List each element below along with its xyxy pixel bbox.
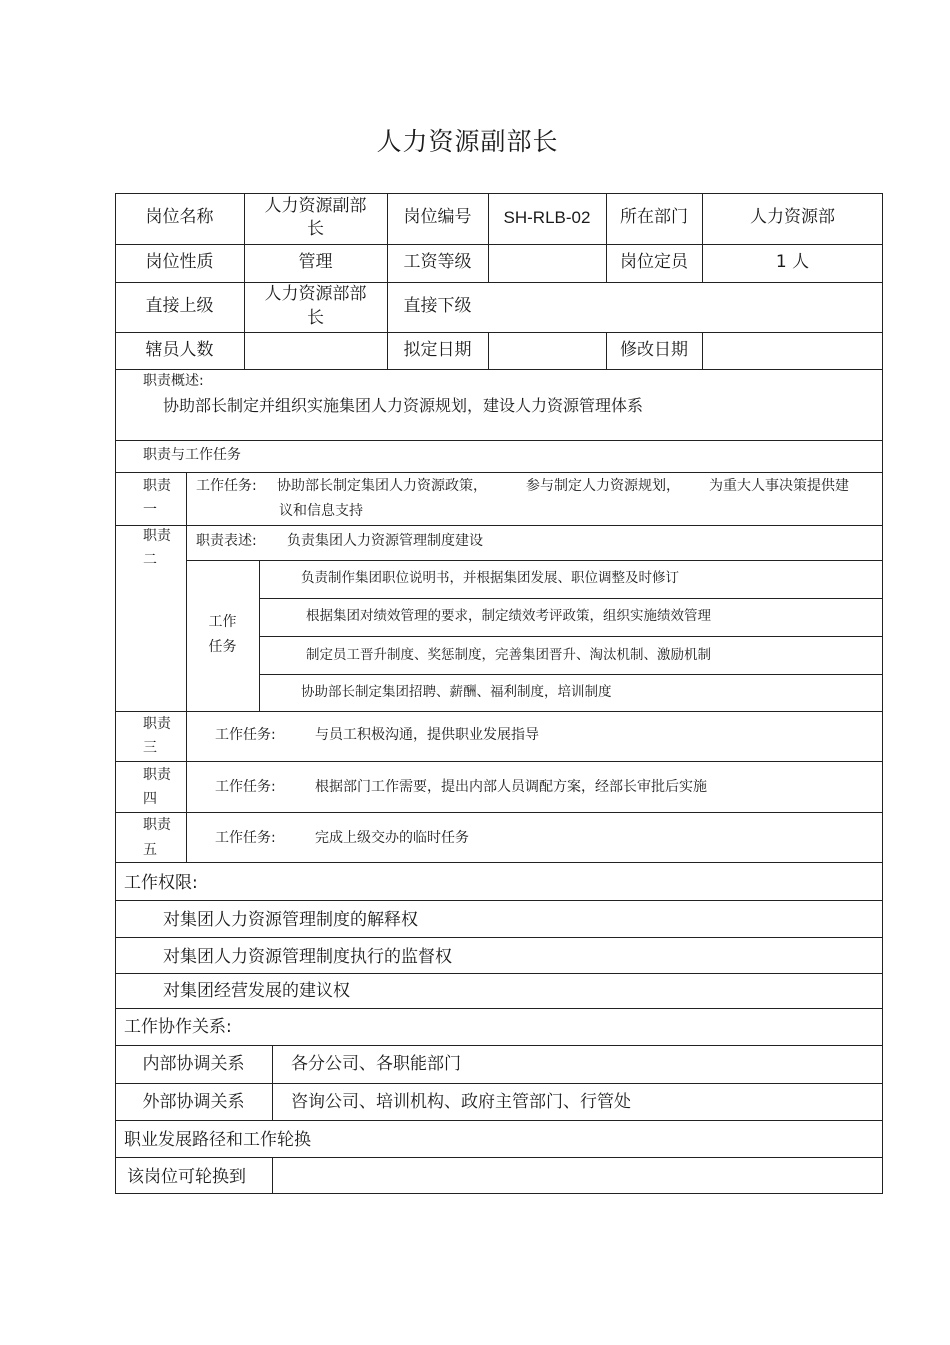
duty-5-task-label: 工作任务: xyxy=(215,830,276,846)
duty-3-label: 职责 xyxy=(143,716,171,732)
superior-label: 直接上级 xyxy=(145,296,214,316)
row-divider xyxy=(186,560,883,561)
duty-4-task: 根据部门工作需要，提出内部人员调配方案，经部长审批后实施 xyxy=(315,779,707,795)
internal-relation-label: 内部协调关系 xyxy=(142,1054,245,1074)
row-divider xyxy=(115,761,883,762)
page-title: 人力资源副部长 xyxy=(376,127,559,156)
authority-item: 对集团人力资源管理制度执行的监督权 xyxy=(163,947,452,967)
duty-1-task-text: 为重大人事决策提供建 xyxy=(709,478,849,494)
duty-2-task-label: 任务 xyxy=(208,639,237,655)
duty-3-task-label: 工作任务: xyxy=(215,727,276,743)
row-divider xyxy=(115,812,883,813)
internal-relation-value: 各分公司、各职能部门 xyxy=(291,1054,461,1074)
duty-5-label: 五 xyxy=(143,842,157,858)
duty-4-task-label: 工作任务: xyxy=(215,779,276,795)
superior-line2: 长 xyxy=(307,308,324,328)
duty-1-task-text: 议和信息支持 xyxy=(279,503,363,519)
column-divider xyxy=(702,332,703,369)
duty-2-desc-label: 职责表述: xyxy=(196,533,257,549)
column-divider xyxy=(259,560,260,711)
salary-label: 工资等级 xyxy=(403,252,472,272)
row-divider xyxy=(259,598,883,599)
duty-1-task-label: 工作任务: xyxy=(196,478,257,494)
summary-text: 协助部长制定并组织实施集团人力资源规划，建设人力资源管理体系 xyxy=(163,396,644,415)
row-divider xyxy=(259,636,883,637)
row-divider xyxy=(259,674,883,675)
duty-5-label: 职责 xyxy=(143,817,171,833)
row-divider xyxy=(115,1157,883,1158)
row-divider xyxy=(115,937,883,938)
superior-line1: 人力资源部部 xyxy=(264,284,367,304)
row-divider xyxy=(115,1083,883,1084)
duty-2-label: 二 xyxy=(143,552,157,568)
column-divider xyxy=(186,472,187,862)
position-name-label: 岗位名称 xyxy=(145,207,214,227)
duty-2-label: 职责 xyxy=(143,528,171,544)
collaboration-header: 工作协作关系: xyxy=(124,1017,232,1037)
nature-value: 管理 xyxy=(298,252,333,272)
draft-date-label: 拟定日期 xyxy=(403,340,472,360)
row-divider xyxy=(115,711,883,712)
row-divider xyxy=(115,1120,883,1121)
duty-1-task-text: 协助部长制定集团人力资源政策， xyxy=(277,478,487,494)
authority-item: 对集团经营发展的建议权 xyxy=(163,981,350,1001)
duty-3-label: 三 xyxy=(143,740,157,756)
duties-header: 职责与工作任务 xyxy=(143,447,241,463)
position-name-line2: 长 xyxy=(307,219,324,239)
authority-header: 工作权限: xyxy=(124,873,198,893)
career-header: 职业发展路径和工作轮换 xyxy=(124,1130,311,1150)
row-divider xyxy=(115,440,883,441)
row-divider xyxy=(115,525,883,526)
row-divider xyxy=(115,862,883,863)
duty-1-label: 一 xyxy=(143,502,157,518)
quota-value: 1 人 xyxy=(775,252,810,272)
staff-count-label: 辖员人数 xyxy=(145,340,214,360)
column-divider xyxy=(488,244,489,283)
position-code: SH-RLB-02 xyxy=(503,208,591,227)
duty-2-task-item: 负责制作集团职位说明书，并根据集团发展、职位调整及时修订 xyxy=(301,570,679,586)
duty-2-desc: 负责集团人力资源管理制度建设 xyxy=(287,533,483,549)
row-divider xyxy=(115,282,883,283)
duty-5-task: 完成上级交办的临时任务 xyxy=(315,830,469,846)
duty-1-task-text: 参与制定人力资源规划， xyxy=(526,478,680,494)
position-name-line1: 人力资源副部 xyxy=(264,196,367,216)
row-divider xyxy=(115,244,883,245)
department-value: 人力资源部 xyxy=(750,207,835,227)
column-divider xyxy=(488,332,489,369)
department-label: 所在部门 xyxy=(620,207,688,227)
row-divider xyxy=(115,472,883,473)
nature-label: 岗位性质 xyxy=(145,252,214,272)
duty-3-task: 与员工积极沟通，提供职业发展指导 xyxy=(315,727,539,743)
subordinate-label: 直接下级 xyxy=(403,296,472,316)
authority-item: 对集团人力资源管理制度的解释权 xyxy=(163,910,418,930)
row-divider xyxy=(115,332,883,333)
summary-label: 职责概述: xyxy=(143,373,204,389)
column-divider xyxy=(272,1045,273,1120)
row-divider xyxy=(115,1045,883,1046)
column-divider xyxy=(272,1157,273,1194)
rotation-label: 该岗位可轮换到 xyxy=(127,1167,246,1187)
duty-1-label: 职责 xyxy=(143,478,171,494)
duty-2-task-item: 协助部长制定集团招聘、薪酬、福利制度，培训制度 xyxy=(301,684,612,700)
row-divider xyxy=(115,1008,883,1009)
duty-2-task-label: 工作 xyxy=(208,614,237,630)
quota-label: 岗位定员 xyxy=(620,252,688,272)
row-divider xyxy=(115,900,883,901)
external-relation-value: 咨询公司、培训机构、政府主管部门、行管处 xyxy=(291,1092,631,1112)
duty-4-label: 四 xyxy=(143,791,157,807)
duty-2-task-item: 制定员工晋升制度、奖惩制度，完善集团晋升、淘汰机制、激励机制 xyxy=(306,647,711,663)
duty-4-label: 职责 xyxy=(143,767,171,783)
row-divider xyxy=(115,973,883,974)
duty-2-task-item: 根据集团对绩效管理的要求，制定绩效考评政策，组织实施绩效管理 xyxy=(306,608,711,624)
position-code-label: 岗位编号 xyxy=(403,207,472,227)
external-relation-label: 外部协调关系 xyxy=(142,1092,245,1112)
row-divider xyxy=(115,369,883,370)
revise-date-label: 修改日期 xyxy=(620,340,688,360)
